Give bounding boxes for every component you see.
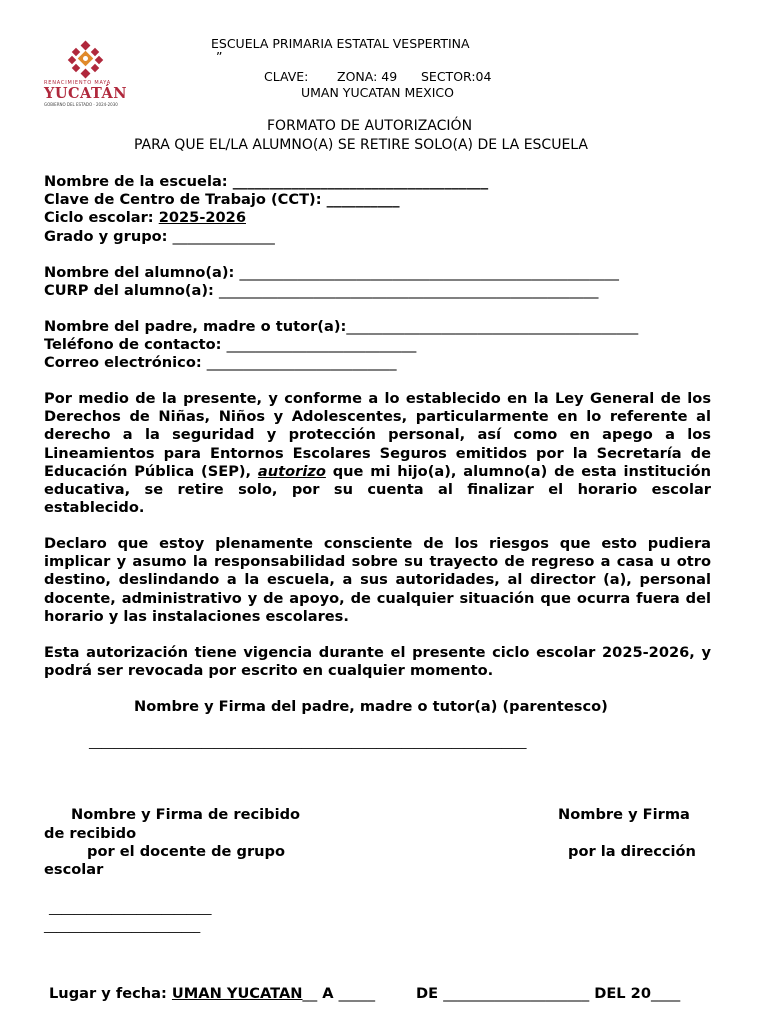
director-signature-sub: por la dirección — [568, 843, 696, 860]
parent-email-field — [44, 354, 397, 372]
header-zona: ZONA: 49 — [337, 69, 398, 84]
declaration-paragraph: Declaro que estoy plenamente consciente de los riesgos que esto pudiera implicar y asumo la responsabilidad sobre su trayecto de regreso a casa u otro destino, deslindando a la escuela, a sus autoridades, al director (a), personal docente, administrativo y de apoyo, de cualquier situación que ocurra fuera del horario y las instalaciones escolares. — [44, 535, 711, 625]
field-label: Nombre del padre, madre o tutor(a): — [44, 318, 347, 335]
paragraph-text: Por medio de la presente, y conforme a lo establecido en la Ley General de los Derechos de Niñas, Niños y Adolescentes, particularmente en lo referente al derecho a la seguridad y protección personal, así como en apego a los Lineamientos para Entornos Escolares Seguros emitidos por la Secretaría de Educación Pública (SEP), — [44, 390, 711, 480]
field-label: A — [317, 985, 339, 1002]
student-curp-field — [44, 282, 598, 300]
paragraph-text: que mi hijo(a), alumno(a) de esta institución educativa, se retire solo, por su cuenta al finalizar el horario escolar establecido. — [44, 462, 711, 517]
field-label: Correo electrónico: — [44, 354, 207, 371]
month-field — [416, 985, 680, 1003]
logo-name: YUCATÁN — [44, 85, 127, 102]
teacher-signature-line: __________________________ — [49, 900, 212, 915]
field-label: DE — [416, 985, 439, 1002]
parent-signature-line: ______________________________________________________________________ — [89, 734, 527, 749]
director-signature-line: _________________________ — [44, 918, 201, 933]
teacher-signature-label: Nombre y Firma de recibido — [71, 806, 301, 823]
teacher-signature-sub: por el docente de grupo — [87, 843, 286, 860]
authorization-emphasis: autorizo — [257, 462, 326, 480]
document-title: FORMATO DE AUTORIZACIÓN — [267, 118, 473, 134]
field-value: 2025-2026 — [158, 209, 246, 226]
student-name-field — [44, 264, 619, 282]
field-label: Nombre del alumno(a): — [44, 264, 240, 281]
header-location: UMAN YUCATAN MEXICO — [301, 85, 454, 100]
field-label: Teléfono de contacto: — [44, 336, 227, 353]
field-blank: ___________________________________ — [232, 173, 489, 190]
header-sector: SECTOR:04 — [421, 69, 492, 84]
field-label: Grado y grupo: — [44, 228, 173, 245]
field-label: CURP del alumno(a): — [44, 282, 219, 299]
director-signature-label: Nombre y Firma — [558, 806, 690, 823]
field-label: Lugar y fecha: — [49, 985, 172, 1002]
field-blank: ____________________________________________________ — [239, 264, 619, 281]
parent-phone-field — [44, 336, 416, 354]
school-year-field — [44, 209, 246, 227]
header-quote-mark: ” — [216, 49, 223, 64]
field-label: Ciclo escolar: — [44, 209, 159, 226]
header-clave: CLAVE: — [264, 69, 309, 84]
day-blank: _____ — [338, 985, 376, 1002]
place-value: UMAN YUCATAN — [171, 985, 303, 1002]
cct-field — [44, 191, 400, 209]
field-blank: __ — [302, 985, 318, 1002]
place-date-field — [49, 985, 375, 1003]
validity-paragraph: Esta autorización tiene vigencia durante el presente ciclo escolar 2025-2026, y podrá ser revocada por escrito en cualquier momento. — [44, 644, 711, 680]
field-label: DEL 20 — [594, 985, 651, 1002]
logo-subtitle: GOBIERNO DEL ESTADO · 2024-2030 — [44, 102, 118, 107]
field-blank: __________________________ — [226, 336, 417, 353]
school-header-name: ESCUELA PRIMARIA ESTATAL VESPERTINA — [211, 36, 470, 51]
month-blank: ____________________ — [443, 985, 590, 1002]
parent-name-field — [44, 318, 638, 336]
year-blank: ____ — [651, 985, 681, 1002]
field-label: Clave de Centro de Trabajo (CCT): — [44, 191, 327, 208]
field-blank: __________________________ — [206, 354, 397, 371]
field-blank: ________________________________________ — [346, 318, 639, 335]
field-label: Nombre de la escuela: — [44, 173, 233, 190]
director-signature-sub-cont: escolar — [44, 861, 104, 878]
authorization-paragraph — [44, 390, 711, 517]
field-blank: ____________________________________________________ — [218, 282, 599, 299]
teacher-signature-label-cont: de recibido — [44, 825, 137, 842]
document-subtitle: PARA QUE EL/LA ALUMNO(A) SE RETIRE SOLO(A) DE LA ESCUELA — [134, 137, 588, 153]
field-blank: __________ — [326, 191, 400, 208]
school-name-field — [44, 173, 488, 191]
grade-group-field — [44, 228, 275, 246]
field-blank: ______________ — [172, 228, 275, 245]
logo-tagline: RENACIMIENTO MAYA — [44, 80, 111, 86]
parent-signature-label: Nombre y Firma del padre, madre o tutor(a) (parentesco) — [134, 698, 608, 715]
